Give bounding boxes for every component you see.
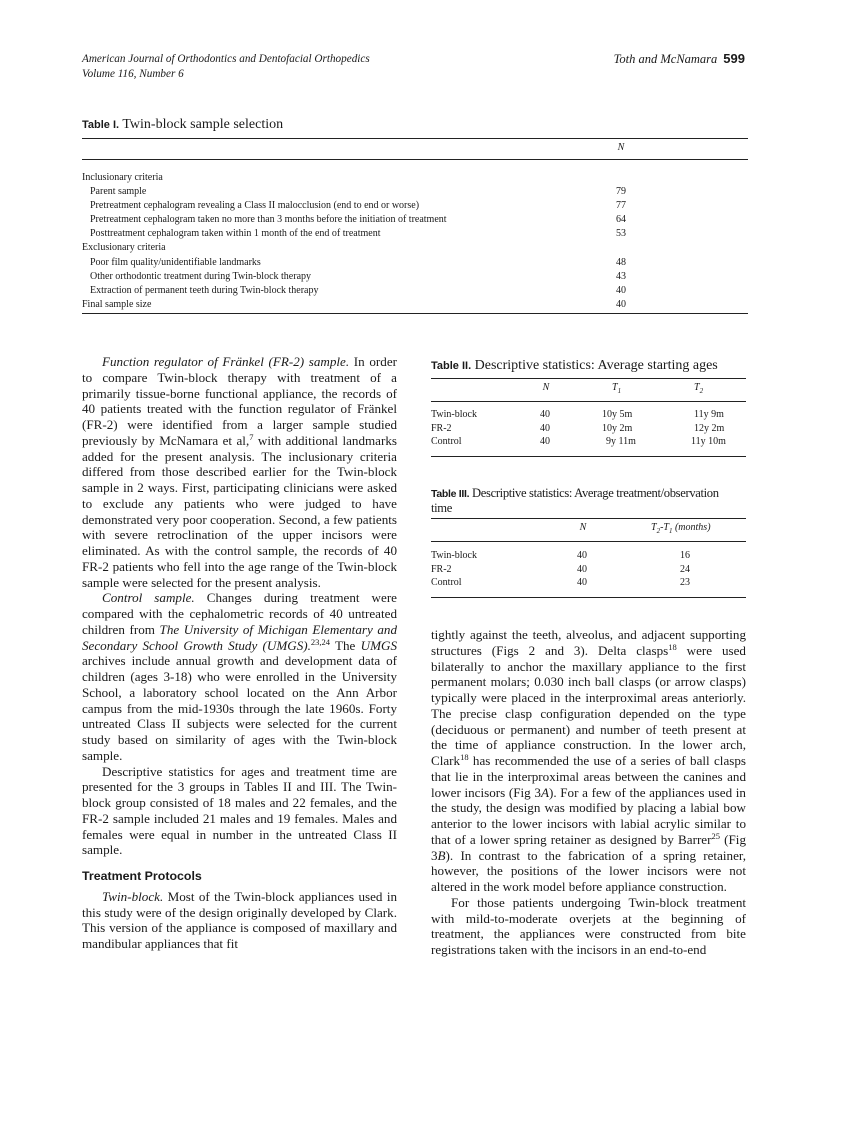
table3-row-months: 24 [680, 563, 690, 575]
row-value: 79 [616, 186, 626, 198]
citation: 18 [460, 752, 469, 762]
table1-col-header: N [617, 142, 625, 153]
running-header-authors: Toth and McNamara [613, 52, 718, 66]
paragraph-twin-block: Twin-block. Most of the Twin-block appliances used in this study were of the design originally developed by Clark. This version of the appliance is composed of maxillary and mandibular appliances that fit [82, 888, 397, 951]
row-value: 64 [616, 214, 626, 226]
table-row [82, 199, 748, 213]
table3-body [431, 549, 746, 594]
row-label: Final sample size [82, 298, 152, 310]
paragraph-bite-registration: For those patients undergoing Twin-block treatment with mild-to-moderate overjets at the beginning of treatment, the appliances were constructed from bite registrations taken with the incisors in an end-to-end [431, 894, 746, 957]
table3-row-months: 16 [680, 550, 690, 561]
running-header-right [614, 51, 745, 67]
table3-row-n: 40 [577, 550, 587, 561]
table-row [82, 256, 748, 270]
table2-row-t2: 12y 2m [694, 422, 725, 434]
table-row [82, 171, 748, 185]
row-label: Posttreatment cephalogram taken within 1 month of the end of treatment [90, 228, 381, 240]
journal-volume: Volume 116, Number 6 [82, 68, 184, 80]
table2-col-t2: $T_2$ [694, 382, 704, 395]
citation: 25 [711, 830, 720, 841]
page-number: 599 [723, 51, 745, 66]
table3-col-time: $T_2-T_1$ (months) [651, 522, 711, 535]
row-value: 43 [616, 270, 626, 282]
left-column [82, 354, 397, 952]
table1-body [82, 171, 748, 312]
table3-bottom-rule [431, 597, 746, 598]
row-value: 48 [616, 256, 626, 268]
table2-body [431, 408, 746, 453]
citation: 18 [668, 641, 677, 652]
table3-row-n: 40 [577, 563, 587, 575]
row-value: 40 [616, 298, 626, 310]
table2-top-rule [431, 378, 746, 379]
row-label: Other orthodontic treatment during Twin-block therapy [90, 270, 312, 282]
table3-row-group: Twin-block [431, 550, 477, 561]
table2-row-n: 40 [540, 422, 550, 434]
row-label: Extraction of permanent teeth during Twin-block therapy [90, 284, 319, 296]
table1-bottom-rule [82, 313, 748, 314]
table2-row-n: 40 [540, 409, 550, 420]
table1-top-rule [82, 138, 748, 139]
table2-row-t2: 11y 9m [694, 409, 724, 420]
table2-col-n: N [542, 382, 550, 393]
table2-row-group: Control [431, 436, 462, 447]
paragraph-control-sample: Control sample. Changes during treatment were compared with the cephalometric records of 40 untreated children from The University of Michigan Elementary and Secondary School Growth Study (UMGS).$^{23,24}$ The UMGS archives include annual growth and development data of children (ages 3-18) who were enrolled in the University School, a laboratory school located on the Ann Arbor campus from the mid-1930s through the late 1960s. Forty untreated Class II subjects were selected for the current study based on similarity of ages with the Twin-block sample. [82, 590, 397, 763]
table3-row-months: 23 [680, 577, 690, 588]
section-heading: Treatment Protocols [82, 869, 202, 883]
table2-header-rule [431, 401, 746, 402]
table2-row-t1: 10y 2m [602, 422, 633, 434]
table3-top-rule [431, 518, 746, 519]
row-label: Pretreatment cephalogram revealing a Class II malocclusion (end to end or worse) [90, 200, 420, 212]
table2-row-t2: 11y 10m [691, 436, 726, 447]
row-value: 53 [616, 228, 626, 240]
table2-row-group: FR-2 [431, 422, 452, 434]
table2-row-t1: 9y 11m [606, 436, 636, 447]
paragraph-clasps: tightly against the teeth, alveolus, and adjacent supporting structures (Figs 2 and 3). Delta clasps$^{18}$ were used bilaterally to anchor the maxillary appliance to the first permanent molars; 0.030 inch ball clasps (or arrow clasps) typically were placed in the interproximal areas anteriorly. The precise clasp configuration depended on the type (deciduous or permanent) and number of teeth present at the time of appliance construction. In the lower arch, Clark$^{18}$ has recommended the use of a series of ball clasps that lie in the interproximal areas between the canines and lower incisors (Fig 3A). For a few of the appliances used in the study, the design was modified by placing a labial bow anterior to the lower incisors with labial acrylic similar to that of a lower spring retainer as designed by Barrer$^{25}$ (Fig 3B). In contrast to the fabrication of a spring retainer, however, the positions of the lower incisors were not altered in the work model before appliance construction. [431, 627, 746, 894]
table3-label: Table III. [431, 488, 470, 500]
paragraph-descriptive-stats: Descriptive statistics for ages and treatment time are presented for the 3 groups in Tables II and III. The Twin-block group consisted of 18 males and 22 females, and the FR-2 sample included 21 males and 19 females. Males and females were equal in number in the untreated Class II sample. [82, 763, 397, 858]
row-value: 40 [616, 284, 626, 296]
table3-caption [431, 486, 751, 515]
row-label: Pretreatment cephalogram taken no more than 3 months before the initiation of treatment [90, 214, 447, 226]
table3-row-group: Control [431, 577, 462, 588]
row-label: Exclusionary criteria [82, 242, 166, 254]
row-label: Poor film quality/unidentifiable landmarks [90, 256, 261, 268]
table3-col-n: N [579, 522, 587, 533]
table2-row-t1: 10y 5m [602, 409, 633, 420]
table-row [82, 241, 748, 255]
table-row [82, 213, 748, 227]
table-row [82, 298, 748, 312]
table1-label: Table I. [82, 119, 120, 131]
table3-row-group: FR-2 [431, 563, 452, 575]
table1-caption [82, 117, 283, 133]
table-row [82, 185, 748, 199]
table3-title-line2: time [431, 501, 452, 515]
running-header-journal [82, 52, 370, 82]
table2-label: Table II. [431, 360, 472, 372]
table3-row-n: 40 [577, 577, 587, 588]
citation: 7 [249, 431, 254, 442]
table2-row-n: 40 [540, 436, 550, 447]
row-value: 77 [616, 200, 626, 212]
run-in-heading: Twin-block. [102, 888, 164, 904]
table2-col-t1: $T_1$ [612, 382, 622, 395]
table-row [82, 284, 748, 298]
run-in-heading: Function regulator of Fränkel (FR-2) sample. [102, 354, 350, 369]
row-label: Inclusionary criteria [82, 172, 163, 183]
table3-title-line1: Descriptive statistics: Average treatment/observation [472, 486, 719, 500]
table1-title: Twin-block sample selection [122, 117, 284, 132]
table3-header-rule [431, 541, 746, 542]
row-label: Parent sample [90, 186, 147, 198]
table2-bottom-rule [431, 456, 746, 457]
citation: 23,24 [310, 636, 330, 647]
table2-title: Descriptive statistics: Average starting ages [474, 358, 718, 373]
table2-row-group: Twin-block [431, 409, 477, 420]
right-column [431, 627, 746, 958]
journal-title: American Journal of Orthodontics and Dentofacial Orthopedics [82, 53, 370, 65]
table1-header-rule [82, 159, 748, 160]
table-row [82, 270, 748, 284]
paragraph-fr2-sample: Function regulator of Fränkel (FR-2) sample. In order to compare Twin-block therapy with treatment of a primarily tissue-borne functional appliance, the records of 40 patients treated with the function regulator of Fränkel (FR-2) were identified from a larger sample studied previously by McNamara et al,$^7$ with additional landmarks added for the present analysis. The inclusionary criteria differed from those described earlier for the Twin-block sample in 2 ways. First, participating clinicians were asked to exclude any patients who were judged to have demonstrated very poor cooperation. Second, a few patients with severe retroclination of the upper incisors were eliminated. As with the control sample, the records of 40 FR-2 patients who fell into the age range of the Twin-block sample were selected for the present analysis. [82, 354, 397, 590]
run-in-heading: Control sample. [102, 590, 195, 606]
table2-caption [431, 358, 718, 374]
table-row [82, 227, 748, 241]
